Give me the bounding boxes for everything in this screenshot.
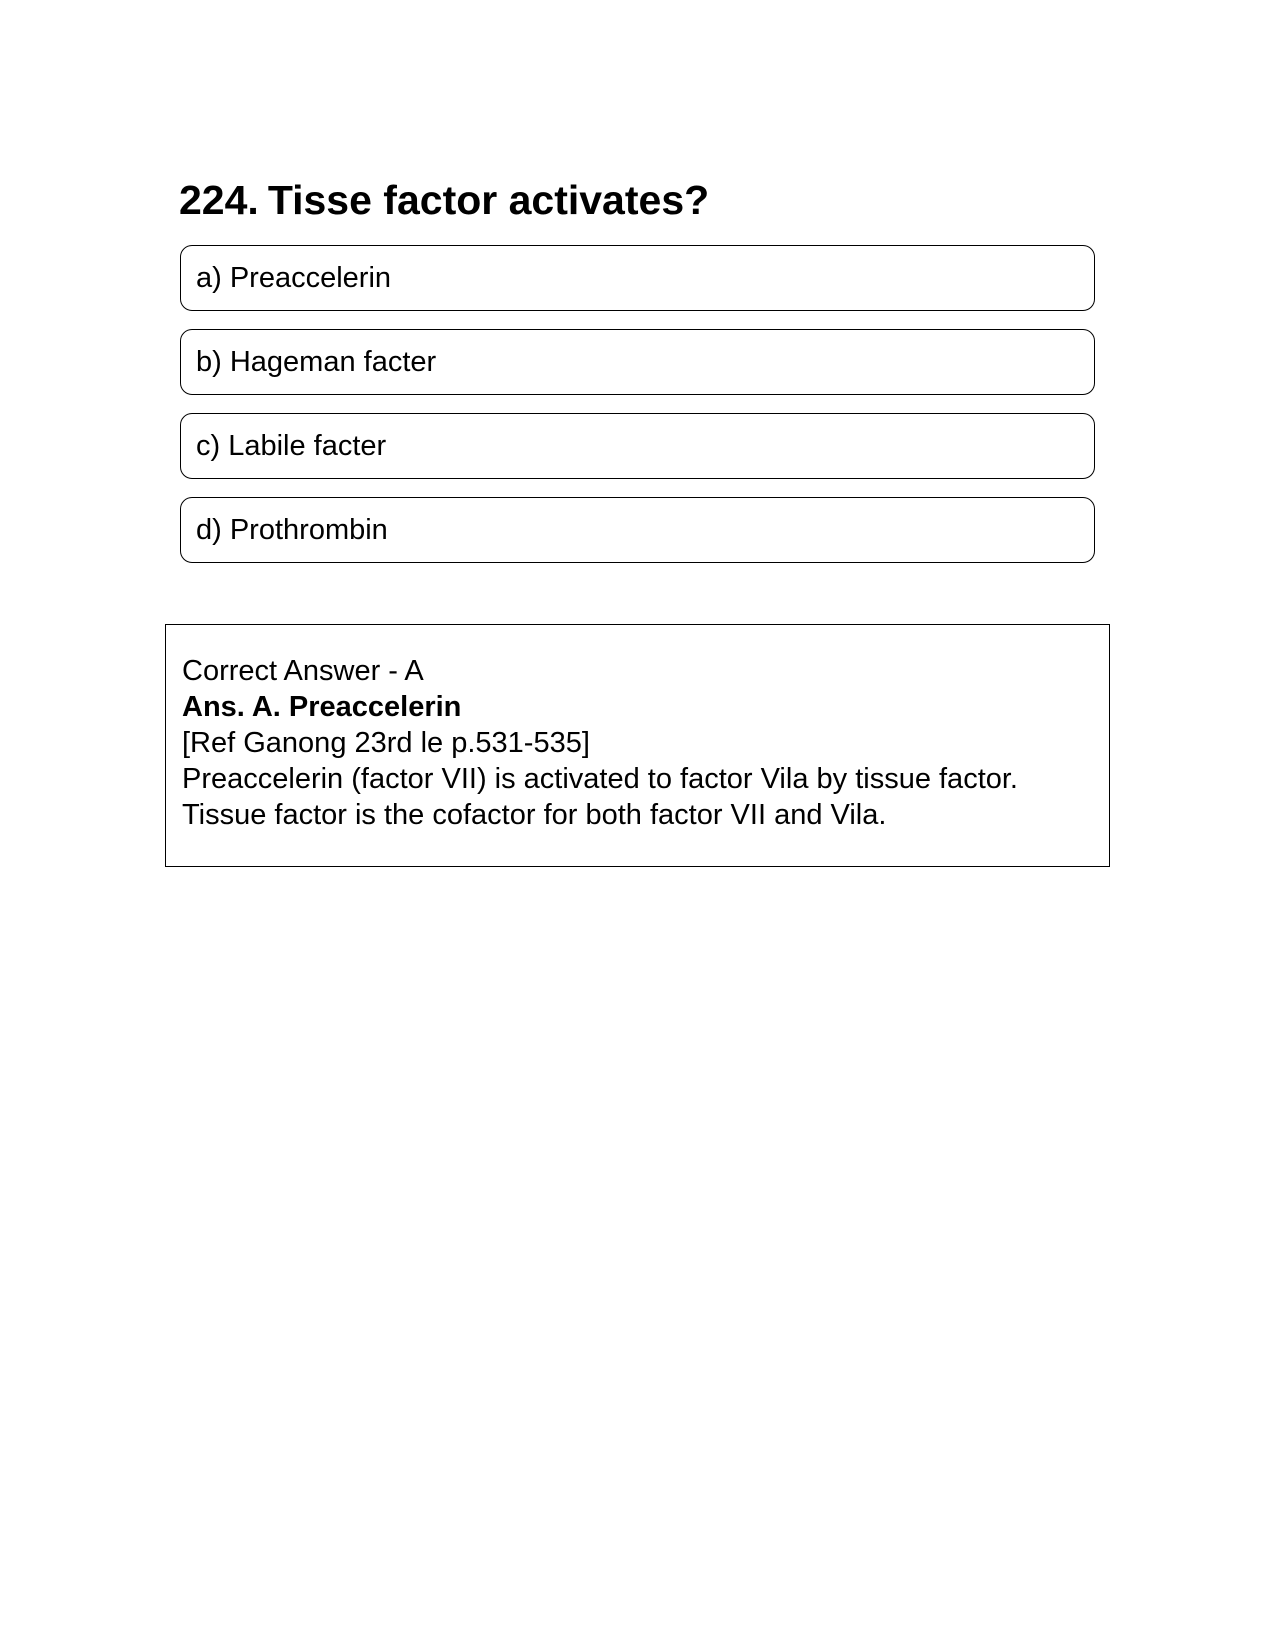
option-b[interactable]: b) Hageman facter (180, 329, 1095, 395)
option-d[interactable]: d) Prothrombin (180, 497, 1095, 563)
option-c[interactable]: c) Labile facter (180, 413, 1095, 479)
answer-reference: [Ref Ganong 23rd le p.531-535] (182, 727, 590, 759)
question-number: 224. (179, 177, 259, 223)
question-title (179, 176, 709, 225)
answer-explanation-2: Tissue factor is the cofactor for both factor VII and Vila. (182, 799, 887, 831)
answer-explanation-1: Preaccelerin (factor VII) is activated to factor Vila by tissue factor. (182, 763, 1018, 795)
answer-heading: Ans. A. Preaccelerin (182, 691, 462, 723)
answer-box (165, 624, 1110, 867)
option-a[interactable]: a) Preaccelerin (180, 245, 1095, 311)
question-text: Tisse factor activates? (267, 177, 710, 223)
correct-answer-line: Correct Answer - A (182, 655, 424, 687)
